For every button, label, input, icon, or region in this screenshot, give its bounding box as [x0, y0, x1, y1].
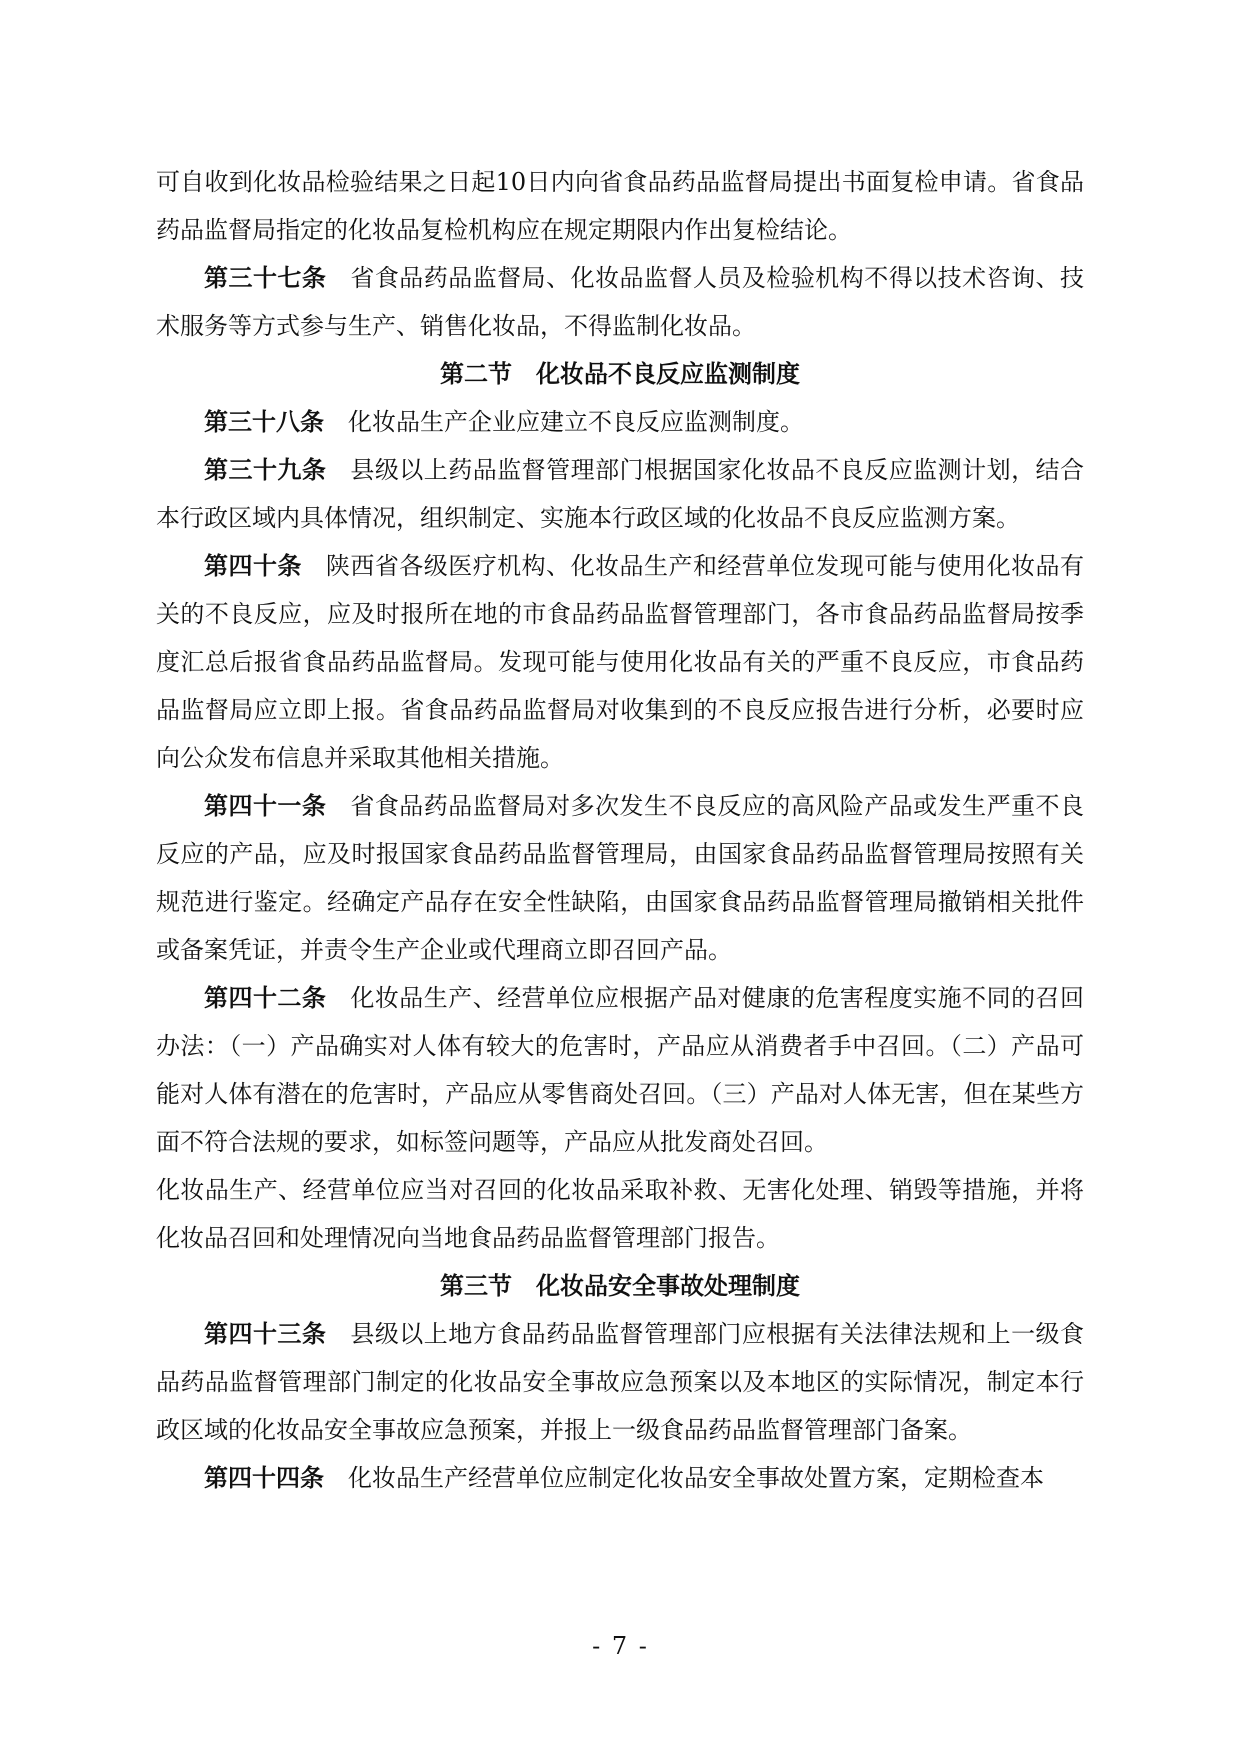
article-text: 化妆品生产经营单位应制定化妆品安全事故处置方案，定期检查本 [348, 1464, 1044, 1492]
page-number: - 7 - [592, 1632, 649, 1660]
article-text: 县级以上地方食品药品监督管理部门应根据有关法律法规和上一级食品药品监督管理部门制定的化妆品安全事故应急预案以及本地区的实际情况，制定本行政区域的化妆品安全事故应急预案，并报上一级食品药品监督管理部门备案。 [156, 1320, 1085, 1444]
document-body [156, 158, 1084, 1502]
article-paragraph [156, 1454, 1084, 1502]
article-text: 省食品药品监督局、化妆品监督人员及检验机构不得以技术咨询、技术服务等方式参与生产、销售化妆品，不得监制化妆品。 [156, 264, 1085, 340]
body-paragraph: 化妆品生产、经营单位应当对召回的化妆品采取补救、无害化处理、销毁等措施，并将化妆品召回和处理情况向当地食品药品监督管理部门报告。 [156, 1176, 1084, 1252]
article-label: 第四十条 [204, 551, 302, 580]
article-label: 第四十三条 [204, 1319, 327, 1348]
article-paragraph [156, 398, 1084, 446]
body-paragraph: 可自收到化妆品检验结果之日起10日内向省食品药品监督局提出书面复检申请。省食品药品监督局指定的化妆品复检机构应在规定期限内作出复检结论。 [156, 168, 1084, 244]
section-number: 第二节 [440, 359, 512, 388]
section-heading [156, 1262, 1084, 1310]
article-text: 县级以上药品监督管理部门根据国家化妆品不良反应监测计划，结合本行政区域内具体情况，组织制定、实施本行政区域的化妆品不良反应监测方案。 [156, 456, 1085, 532]
article-text: 省食品药品监督局对多次发生不良反应的高风险产品或发生严重不良反应的产品，应及时报国家食品药品监督管理局，由国家食品药品监督管理局按照有关规范进行鉴定。经确定产品存在安全性缺陷，由国家食品药品监督管理局撤销相关批件或备案凭证，并责令生产企业或代理商立即召回产品。 [156, 792, 1085, 964]
article-label: 第三十九条 [204, 455, 327, 484]
section-title: 化妆品不良反应监测制度 [536, 359, 800, 388]
article-label: 第三十七条 [204, 263, 327, 292]
article-text: 陕西省各级医疗机构、化妆品生产和经营单位发现可能与使用化妆品有关的不良反应，应及时报所在地的市食品药品监督管理部门，各市食品药品监督局按季度汇总后报省食品药品监督局。发现可能与使用化妆品有关的严重不良反应，市食品药品监督局应立即上报。省食品药品监督局对收集到的不良反应报告进行分析，必要时应向公众发布信息并采取其他相关措施。 [156, 552, 1085, 772]
article-paragraph [156, 542, 1084, 782]
article-label: 第四十二条 [204, 983, 327, 1012]
article-paragraph [156, 974, 1084, 1166]
article-text: 化妆品生产、经营单位应根据产品对健康的危害程度实施不同的召回办法：（一）产品确实对人体有较大的危害时，产品应从消费者手中召回。（二）产品可能对人体有潜在的危害时，产品应从零售商处召回。（三）产品对人体无害，但在某些方面不符合法规的要求，如标签问题等，产品应从批发商处召回。 [156, 984, 1085, 1156]
section-number: 第三节 [440, 1271, 512, 1300]
article-label: 第四十一条 [204, 791, 327, 820]
article-label: 第四十四条 [204, 1463, 324, 1492]
section-heading [156, 350, 1084, 398]
article-paragraph [156, 782, 1084, 974]
article-paragraph [156, 446, 1084, 542]
article-paragraph [156, 1310, 1084, 1454]
article-text: 化妆品生产企业应建立不良反应监测制度。 [348, 408, 804, 436]
article-label: 第三十八条 [204, 407, 324, 436]
article-paragraph [156, 254, 1084, 350]
section-title: 化妆品安全事故处理制度 [536, 1271, 800, 1300]
